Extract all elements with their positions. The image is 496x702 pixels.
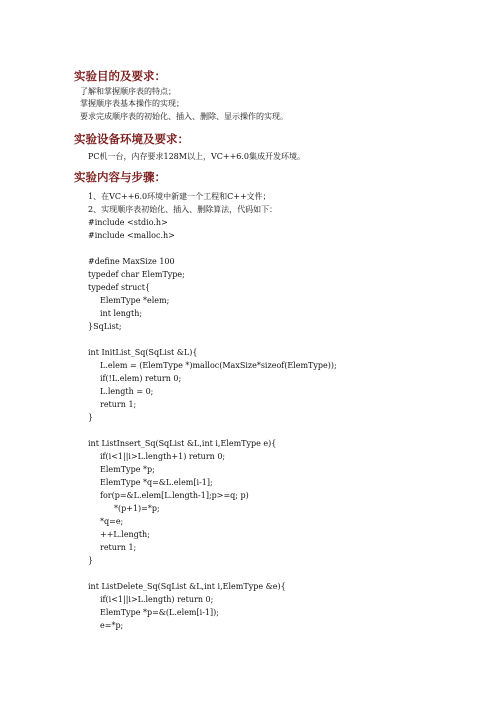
code-line: ElemType *q=&L.elem[i-1]; (100, 478, 213, 487)
code-line: L.length = 0; (100, 387, 154, 396)
code-line: int ListInsert_Sq(SqList &L,int i,ElemType e){ (88, 439, 277, 448)
code-line: return 1; (100, 400, 137, 409)
code-line: if(!L.elem) return 0; (100, 374, 182, 383)
code-line: ++L.length; (100, 530, 150, 539)
code-line: ElemType *p; (100, 465, 155, 474)
code-line: typedef struct{ (88, 283, 151, 292)
code-line: #include <stdio.h> (88, 218, 168, 227)
text-line: 2、实现顺序表初始化、插入、删除算法，代码如下： (88, 205, 278, 214)
code-line: *(p+1)=*p; (114, 504, 160, 513)
code-line: }SqList; (88, 322, 122, 331)
code-line: int InitList_Sq(SqList &L){ (88, 348, 198, 357)
code-line: e=*p; (100, 621, 124, 630)
code-line: L.elem = (ElemType *)malloc(MaxSize*sizeof(ElemType)); (100, 361, 337, 370)
code-line: ElemType *elem; (100, 296, 170, 305)
code-line: typedef char ElemType; (88, 270, 185, 279)
text-line: PC机一台，内存要求128M以上，VC++6.0集成开发环境。 (88, 152, 305, 161)
code-line: return 1; (100, 543, 137, 552)
code-line: } (88, 556, 94, 565)
section-heading-objectives: 实验目的及要求： (74, 69, 166, 83)
code-line: if(i<1||i>L.length+1) return 0; (100, 452, 226, 461)
code-line: #include <malloc.h> (88, 231, 175, 240)
code-line: int length; (100, 309, 143, 318)
text-line: 了解和掌握顺序表的特点； (80, 87, 176, 96)
code-line: int ListDelete_Sq(SqList &L,int i,ElemType &e){ (88, 582, 286, 591)
section-heading-steps: 实验内容与步骤： (74, 170, 166, 184)
section-heading-environment: 实验设备环境及要求： (74, 132, 189, 146)
text-line: 1、在VC++6.0环境中新建一个工程和C++文件； (88, 192, 271, 201)
text-line: 掌握顺序表基本操作的实现； (80, 99, 184, 108)
code-line: ElemType *p=&(L.elem[i-1]); (100, 608, 219, 617)
code-line: for(p=&L.elem[L.length-1];p>=q; p) (100, 491, 249, 500)
code-line: #define MaxSize 100 (88, 257, 175, 266)
code-line: if(i<1||i>L.length) return 0; (100, 595, 214, 604)
code-line: *q=e; (100, 517, 124, 526)
code-line: } (88, 413, 94, 422)
text-line: 要求完成顺序表的初始化、插入、删除、显示操作的实现。 (80, 112, 288, 121)
